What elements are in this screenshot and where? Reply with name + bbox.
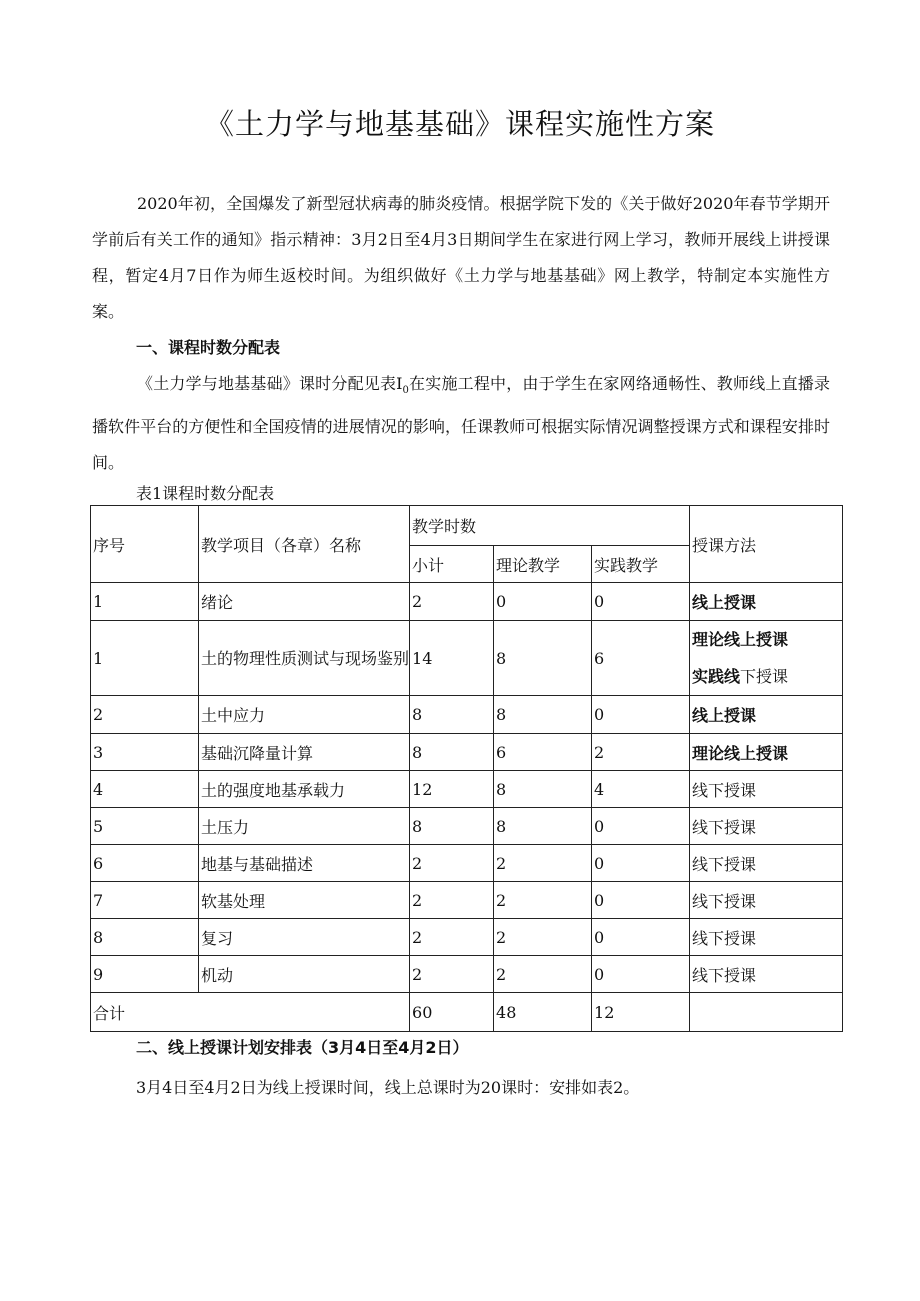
- row-practice: 0: [592, 845, 690, 882]
- row-practice: 0: [592, 882, 690, 919]
- table-row: [91, 621, 843, 696]
- row-theory: 8: [494, 696, 592, 734]
- row-practice: 0: [592, 919, 690, 956]
- row-name: 土的强度地基承载力: [199, 771, 410, 808]
- row-practice: 0: [592, 808, 690, 845]
- row-seq: 5: [91, 808, 199, 845]
- row-practice: 6: [592, 621, 690, 696]
- row-name: 绪论: [199, 583, 410, 621]
- row-subtotal: 2: [410, 956, 494, 993]
- row-method: 线上授课: [690, 696, 843, 734]
- row-name: 软基处理: [199, 882, 410, 919]
- row-seq: 3: [91, 734, 199, 771]
- row-name: 土的物理性质测试与现场鉴别: [199, 621, 410, 696]
- row-method: 线下授课: [690, 845, 843, 882]
- row-theory: 6: [494, 734, 592, 771]
- table-row: [91, 583, 843, 621]
- row-practice: 0: [592, 696, 690, 734]
- table-row: [91, 734, 843, 771]
- row-practice: 0: [592, 583, 690, 621]
- row-subtotal: 2: [410, 845, 494, 882]
- row-seq: 4: [91, 771, 199, 808]
- row-seq: 6: [91, 845, 199, 882]
- row-method: 线下授课: [690, 771, 843, 808]
- row-method: 线下授课: [690, 808, 843, 845]
- row-seq: 1: [91, 583, 199, 621]
- section2-heading: 二、线上授课计划安排表（3月4日至4月2日）: [136, 1038, 469, 1057]
- total-label: 合计: [91, 993, 410, 1032]
- header-method: 授课方法: [690, 506, 843, 583]
- header-subtotal: 小计: [410, 546, 494, 583]
- table-row: [91, 808, 843, 845]
- section1-paragraph-part2: 在实施工程中，由于学生在家网络通畅性、教师线上直播录播软件平台的方便性和全国疫情的进展情况的影响，任课教师可根据实际情况调整授课方式和课程安排时间。: [92, 374, 830, 473]
- row-name: 复习: [199, 919, 410, 956]
- row-practice: 0: [592, 956, 690, 993]
- row-method: [690, 621, 843, 696]
- row-method: 线下授课: [690, 956, 843, 993]
- header-teaching-hours: 教学时数: [410, 506, 690, 546]
- row-theory: 0: [494, 583, 592, 621]
- row-method-line2-normal: 下授课: [740, 667, 789, 686]
- row-theory: 2: [494, 956, 592, 993]
- table-caption: 表1课程时数分配表: [136, 484, 275, 503]
- row-theory: 2: [494, 919, 592, 956]
- row-seq: 8: [91, 919, 199, 956]
- row-subtotal: 2: [410, 882, 494, 919]
- section1-paragraph-part1: 《土力学与地基基础》课时分配见表I: [137, 374, 403, 393]
- section1-paragraph: [92, 366, 830, 481]
- table-row: [91, 771, 843, 808]
- table-row: [91, 696, 843, 734]
- table-row: [91, 882, 843, 919]
- row-subtotal: 8: [410, 808, 494, 845]
- header-seq: 序号: [91, 506, 199, 583]
- header-item-name: 教学项目（各章）名称: [199, 506, 410, 583]
- section1-paragraph-subscript: 0: [402, 385, 409, 397]
- row-theory: 2: [494, 882, 592, 919]
- table-header-row: [91, 506, 843, 546]
- row-name: 基础沉降量计算: [199, 734, 410, 771]
- row-subtotal: 8: [410, 734, 494, 771]
- section1-heading: 一、课程时数分配表: [136, 338, 281, 357]
- row-name: 机动: [199, 956, 410, 993]
- row-method: 线下授课: [690, 919, 843, 956]
- table-total-row: [91, 993, 843, 1032]
- table-row: [91, 919, 843, 956]
- row-seq: 2: [91, 696, 199, 734]
- row-method-line2-bold: 实践线: [692, 667, 741, 686]
- row-method-line2: [692, 658, 842, 695]
- row-method-line1: 理论线上授课: [692, 630, 789, 649]
- row-method: 理论线上授课: [690, 734, 843, 771]
- row-name: 土压力: [199, 808, 410, 845]
- row-seq: 7: [91, 882, 199, 919]
- row-subtotal: 2: [410, 583, 494, 621]
- table-row: [91, 845, 843, 882]
- row-theory: 2: [494, 845, 592, 882]
- total-subtotal: 60: [410, 993, 494, 1032]
- total-theory: 48: [494, 993, 592, 1032]
- header-practice: 实践教学: [592, 546, 690, 583]
- header-theory: 理论教学: [494, 546, 592, 583]
- row-method: 线下授课: [690, 882, 843, 919]
- row-seq: 9: [91, 956, 199, 993]
- row-theory: 8: [494, 621, 592, 696]
- row-theory: 8: [494, 771, 592, 808]
- row-method: 线上授课: [690, 583, 843, 621]
- section2-paragraph: 3月4日至4月2日为线上授课时间，线上总课时为20课时：安排如表2。: [136, 1078, 640, 1097]
- row-theory: 8: [494, 808, 592, 845]
- row-subtotal: 2: [410, 919, 494, 956]
- row-name: 土中应力: [199, 696, 410, 734]
- row-subtotal: 14: [410, 621, 494, 696]
- row-subtotal: 12: [410, 771, 494, 808]
- row-practice: 2: [592, 734, 690, 771]
- hours-allocation-table: [90, 505, 843, 1032]
- total-practice: 12: [592, 993, 690, 1032]
- row-name: 地基与基础描述: [199, 845, 410, 882]
- row-subtotal: 8: [410, 696, 494, 734]
- row-seq: 1: [91, 621, 199, 696]
- table-row: [91, 956, 843, 993]
- intro-paragraph: 2020年初，全国爆发了新型冠状病毒的肺炎疫情。根据学院下发的《关于做好2020年春节学期开学前后有关工作的通知》指示精神：3月2日至4月3日期间学生在家进行网上学习，教师开展线上讲授课程，暂定4月7日作为师生返校时间。为组织做好《土力学与地基基础》网上教学，特制定本实施性方案。: [92, 194, 830, 321]
- total-method-empty: [690, 993, 843, 1032]
- row-practice: 4: [592, 771, 690, 808]
- document-title: 《土力学与地基基础》课程实施性方案: [204, 107, 715, 141]
